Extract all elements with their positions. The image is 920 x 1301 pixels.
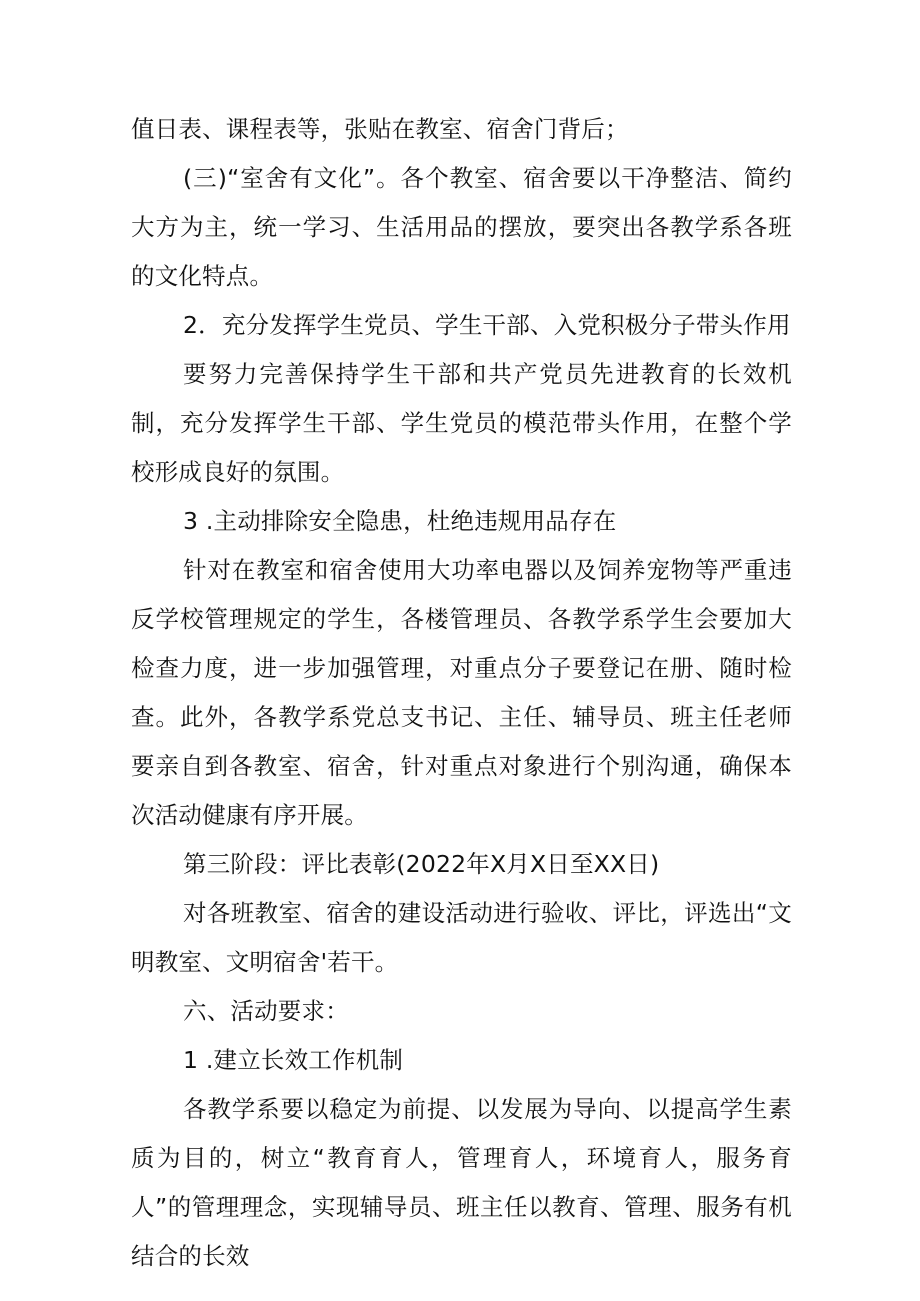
paragraph-continuation: 值日表、课程表等，张贴在教室、宿舍门背后； (131, 115, 629, 143)
heading-work-mechanism: 1 .建立长效工作机制 (183, 1046, 404, 1074)
paragraph-management-philosophy: 各教学系要以稳定为前提、以发展为导向、以提高学生素质为目的，树立“教育育人，管理育人，环境育人，服务育人”的管理理念，实现辅导员、班主任以教育、管理、服务有机结合的长效 (131, 1095, 792, 1270)
paragraph-room-culture: (三)“室舍有文化”。各个教室、宿舍要以干净整洁、简约大方为主，统一学习、生活用品的摆放，要突出各教学系各班的文化特点。 (131, 164, 792, 290)
heading-activity-requirements: 六、活动要求： (183, 997, 349, 1025)
heading-phase-three: 第三阶段：评比表彰(2022年X月X日至XX日) (183, 850, 660, 878)
paragraph-inspection: 针对在教室和宿舍使用大功率电器以及饲养宠物等严重违反学校管理规定的学生，各楼管理员、各教学系学生会要加大检查力度，进一步加强管理，对重点分子要登记在册、随时检查。此外，各教学系党总支书记、主任、辅导员、班主任老师要亲自到各教室、宿舍，针对重点对象进行个别沟通，确保本次活动健康有序开展。 (131, 556, 792, 829)
paragraph-long-term-mechanism: 要努力完善保持学生干部和共产党员先进教育的长效机制，充分发挥学生干部、学生党员的模范带头作用，在整个学校形成良好的氛围。 (131, 360, 792, 486)
heading-safety-hazards: 3 .主动排除安全隐患，杜绝违规用品存在 (183, 507, 617, 535)
paragraph-evaluation: 对各班教室、宿舍的建设活动进行验收、评比，评选出“文明教室、文明宿舍'若干。 (131, 899, 792, 976)
heading-party-member-role: 2．充分发挥学生党员、学生干部、入党积极分子带头作用 (183, 311, 791, 339)
